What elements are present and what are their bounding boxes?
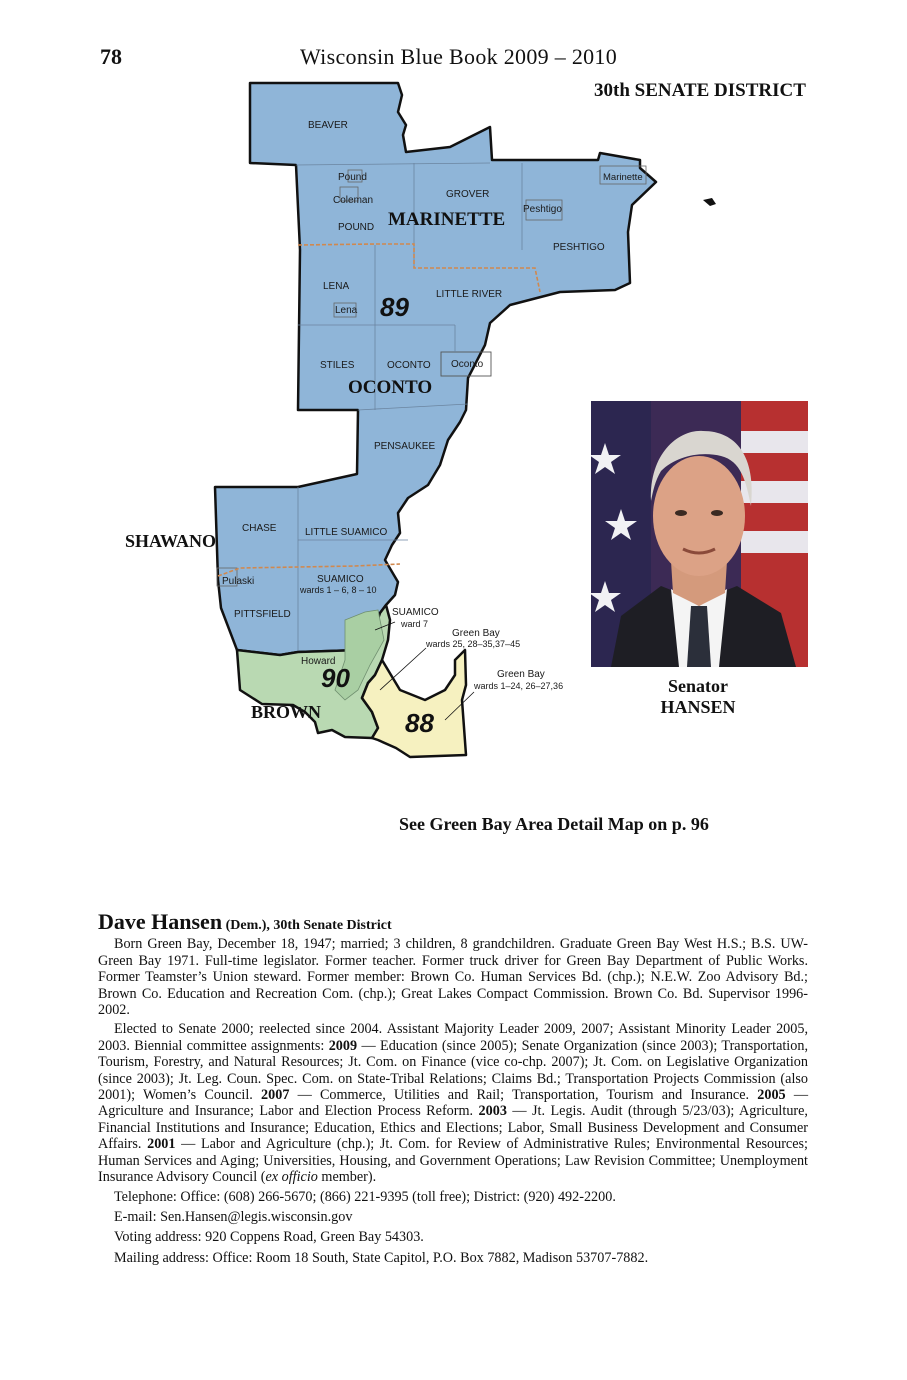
assembly-district-89: 89	[380, 292, 409, 322]
label-suamico-b-wards: ward 7	[401, 619, 429, 629]
senator-name: Dave Hansen	[98, 909, 223, 934]
bio-p2-2007: — Commerce, Utilities and Rail; Transportation, Tourism and Insurance.	[289, 1087, 758, 1104]
label-pound-town: POUND	[338, 222, 375, 233]
label-peshtigo-city: Peshtigo	[523, 204, 562, 215]
label-pensaukee: PENSAUKEE	[374, 441, 436, 452]
label-oconto-city: Oconto	[451, 359, 484, 370]
label-little-river: LITTLE RIVER	[436, 289, 503, 300]
voting-address: Voting address: 920 Coppens Road, Green Bay 54303.	[114, 1229, 424, 1246]
bio-p2-2005: — Agriculture and Insurance; Labor and Election Process Reform.	[98, 1087, 809, 1120]
label-grover: GROVER	[446, 189, 490, 200]
year-2001: 2001	[147, 1136, 176, 1153]
year-2003: 2003	[478, 1103, 507, 1120]
running-head: Wisconsin Blue Book 2009 – 2010	[300, 44, 618, 69]
label-suamico-a-wards: wards 1 – 6, 8 – 10	[300, 585, 377, 595]
senator-portrait-image	[591, 401, 808, 667]
year-2005: 2005	[757, 1087, 786, 1104]
county-oconto: OCONTO	[348, 377, 433, 398]
label-green-bay-a: Green Bay	[452, 628, 500, 639]
telephone: Telephone: Office: (608) 266-5670; (866) 221-9395 (toll free); District: (920) 492-2200.	[114, 1188, 616, 1205]
label-pulaski: Pulaski	[222, 576, 255, 587]
page-number: 78	[100, 44, 122, 69]
island	[703, 198, 716, 206]
biography	[98, 909, 809, 1270]
label-marinette-city: Marinette	[603, 172, 643, 183]
email: E-mail: Sen.Hansen@legis.wisconsin.gov	[114, 1208, 353, 1225]
bio-paragraph-legislative	[98, 1021, 808, 1185]
label-stiles: STILES	[320, 360, 355, 371]
label-coleman: Coleman	[333, 195, 374, 206]
bio-p2-intro: Elected to Senate 2000; reelected since 2004. Assistant Majority Leader 2009, 2007; Assistant Minority Leader 2005, 2003. Biennial committee assignments:	[98, 1021, 808, 1054]
detail-map-note: See Green Bay Area Detail Map on p. 96	[399, 814, 709, 834]
party-district: (Dem.), 30th Senate District	[225, 918, 392, 933]
county-brown: BROWN	[251, 702, 322, 722]
label-lena-town: LENA	[323, 281, 350, 292]
bio-p2-2001: — Labor and Agriculture (chp.); Jt. Com. for Review of Administrative Rules; Environmental Resources; Human Services and Aging; Universities, Housing, and Government Operations; Law Revision Committee; Unemployment Insurance Advisory Council (	[98, 1136, 808, 1186]
bio-paragraph-background: Born Green Bay, December 18, 1947; married; 3 children, 8 grandchildren. Graduate Green Bay West H.S.; B.S. UW-Green Bay 1971. Full-time legislator. Former teacher. Former truck driver for Green Bay Department of Public Works. Former Teamster’s Union steward. Former member: Brown Co. Human Services Bd. (chp.); N.E.W. Zoo Advisory Bd.; Brown Co. Education and Recreation Com. (chp.); Great Lakes Compact Commission. Brown Co. Bd. Supervisor 1996-2002.	[98, 936, 808, 1019]
county-marinette: MARINETTE	[388, 209, 506, 230]
assembly-district-88: 88	[405, 708, 434, 738]
label-suamico-a: SUAMICO	[317, 574, 364, 585]
ex-officio: ex officio	[265, 1169, 318, 1186]
label-lena-village: Lena	[335, 305, 358, 316]
photo-caption	[598, 676, 798, 718]
label-pound-village: Pound	[338, 172, 367, 183]
year-2009: 2009	[328, 1037, 358, 1054]
label-green-bay-a-wards: wards 25, 28–35,37–45	[426, 639, 521, 649]
label-green-bay-b: Green Bay	[497, 669, 545, 680]
assembly-district-90: 90	[321, 663, 350, 693]
bio-p2-2003: — Jt. Legis. Audit (through 5/23/03); Agriculture, Financial Institutions and Insurance; Education, Ethics and Elections; Labor, Small Business Development and Consumer Affairs.	[98, 1103, 808, 1153]
label-oconto-town: OCONTO	[387, 360, 431, 371]
district-title: 30th SENATE DISTRICT	[594, 80, 806, 101]
district-89-region	[215, 83, 656, 655]
mailing-address: Mailing address: Office: Room 18 South, State Capitol, P.O. Box 7882, Madison 53707-7882.	[114, 1249, 649, 1266]
bio-heading	[98, 909, 808, 934]
caption-name: HANSEN	[660, 697, 736, 717]
label-pittsfield: PITTSFIELD	[234, 609, 291, 620]
label-howard: Howard	[301, 656, 336, 667]
year-2007: 2007	[261, 1087, 290, 1104]
caption-title: Senator	[668, 676, 728, 696]
label-green-bay-b-wards: wards 1–24, 26–27,36	[474, 681, 564, 691]
label-little-suamico: LITTLE SUAMICO	[305, 527, 388, 538]
label-suamico-b: SUAMICO	[392, 607, 439, 618]
label-chase: CHASE	[242, 523, 277, 534]
senator-photo	[591, 401, 808, 667]
label-beaver: BEAVER	[308, 120, 348, 131]
county-shawano: SHAWANO	[125, 531, 217, 551]
bio-p2-2009: — Education (since 2005); Senate Organization (since 2003); Transportation, Tourism, Forestry, and Natural Resources; Jt. Com. on Finance (vice co-chp. 2007); Jt. Com. on Legislative Organization (since 2003); Jt. Leg. Coun. Spec. Com. on State-Tribal Relations; Claims Bd.; Transportation Projects Commission (also 2001); Women’s Council.	[98, 1037, 808, 1104]
bio-p2-end: member).	[317, 1169, 377, 1186]
label-peshtigo-town: PESHTIGO	[553, 242, 605, 253]
